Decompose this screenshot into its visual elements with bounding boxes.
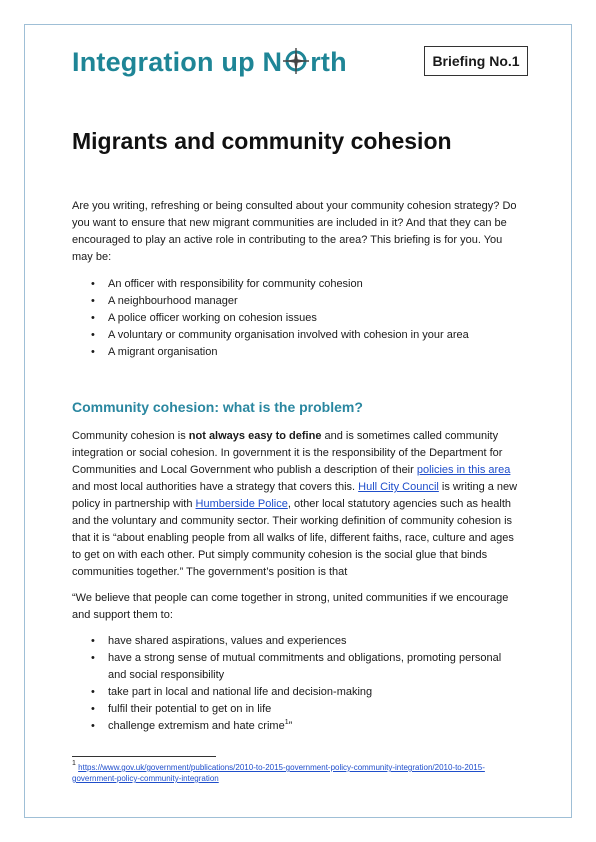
quote-intro: “We believe that people can come together in strong, united communities if we encourage and support them to: (72, 592, 509, 621)
roles-section (72, 276, 522, 361)
footnote-divider (72, 756, 216, 757)
intro-section (72, 198, 522, 266)
integration-up-north-logo: Integration up N rth (72, 47, 347, 77)
page-title: Migrants and community cohesion (72, 128, 452, 154)
footnote: $^1$ https://www.gov.uk/government/publications/2010-to-2015-government-policy-community-integration/2010-to-2015-government-policy-community-integration (72, 760, 485, 783)
list-item: • take part in local and national life and decision-making (72, 684, 522, 701)
humberside-police-link[interactable]: Humberside Police (195, 498, 288, 510)
section-heading: Community cohesion: what is the problem? (72, 399, 363, 415)
list-item: • A neighbourhood manager (72, 293, 522, 310)
policies-link[interactable]: policies in this area (416, 464, 511, 476)
list-item: • A voluntary or community organisation involved with cohesion in your area (72, 327, 522, 344)
roles-list (72, 276, 522, 361)
list-item: • have a strong sense of mutual commitments and obligations, promoting personal and social responsibility (72, 650, 522, 684)
aims-section (72, 633, 522, 735)
compass-rose-icon (283, 48, 309, 74)
body-paragraph: Community cohesion is not always easy to define and is sometimes called community integration or social cohesion. In government it is the responsibility of the Department for Communities and Local Government who publish a description of their policies in this area and most local authorities have a strategy that covers this. Hull City Council is writing a new policy in partnership with Humberside Police, other local statutory agencies such as health and the voluntary and community sector. Their working definition of community cohesion is that it is “about enabling people from all walks of life, different faiths, race, culture and ages to get on with each other. Put simply community cohesion is the social glue that binds communities together.” The government’s position is that (72, 430, 518, 578)
list-item: • fulfil their potential to get on in life (72, 701, 522, 718)
intro-paragraph: Are you writing, refreshing or being consulted about your community cohesion strategy? Do you want to ensure that new migrant communities are included in it? And that they can be encouraged to play an active role in contributing to the area? This briefing is for you. You may be: (72, 200, 517, 263)
list-item: • challenge extremism and hate crime$^1$” (72, 718, 522, 735)
footnote-link[interactable]: https://www.gov.uk/government/publications/2010-to-2015-government-policy-community-integration/2010-to-2015-government-policy-community-integration (72, 763, 485, 783)
emphasis-text: not always easy to define (188, 430, 322, 442)
hull-city-council-link[interactable]: Hull City Council (358, 481, 439, 493)
aims-list (72, 633, 522, 735)
list-item: • A police officer working on cohesion issues (72, 310, 522, 327)
body-section (72, 428, 522, 581)
briefing-number-box: Briefing No.1 (424, 46, 528, 76)
list-item: • An officer with responsibility for community cohesion (72, 276, 522, 293)
quote-section (72, 590, 522, 624)
list-item: • have shared aspirations, values and experiences (72, 633, 522, 650)
list-item: • A migrant organisation (72, 344, 522, 361)
footnote-marker: 1 (284, 719, 289, 726)
